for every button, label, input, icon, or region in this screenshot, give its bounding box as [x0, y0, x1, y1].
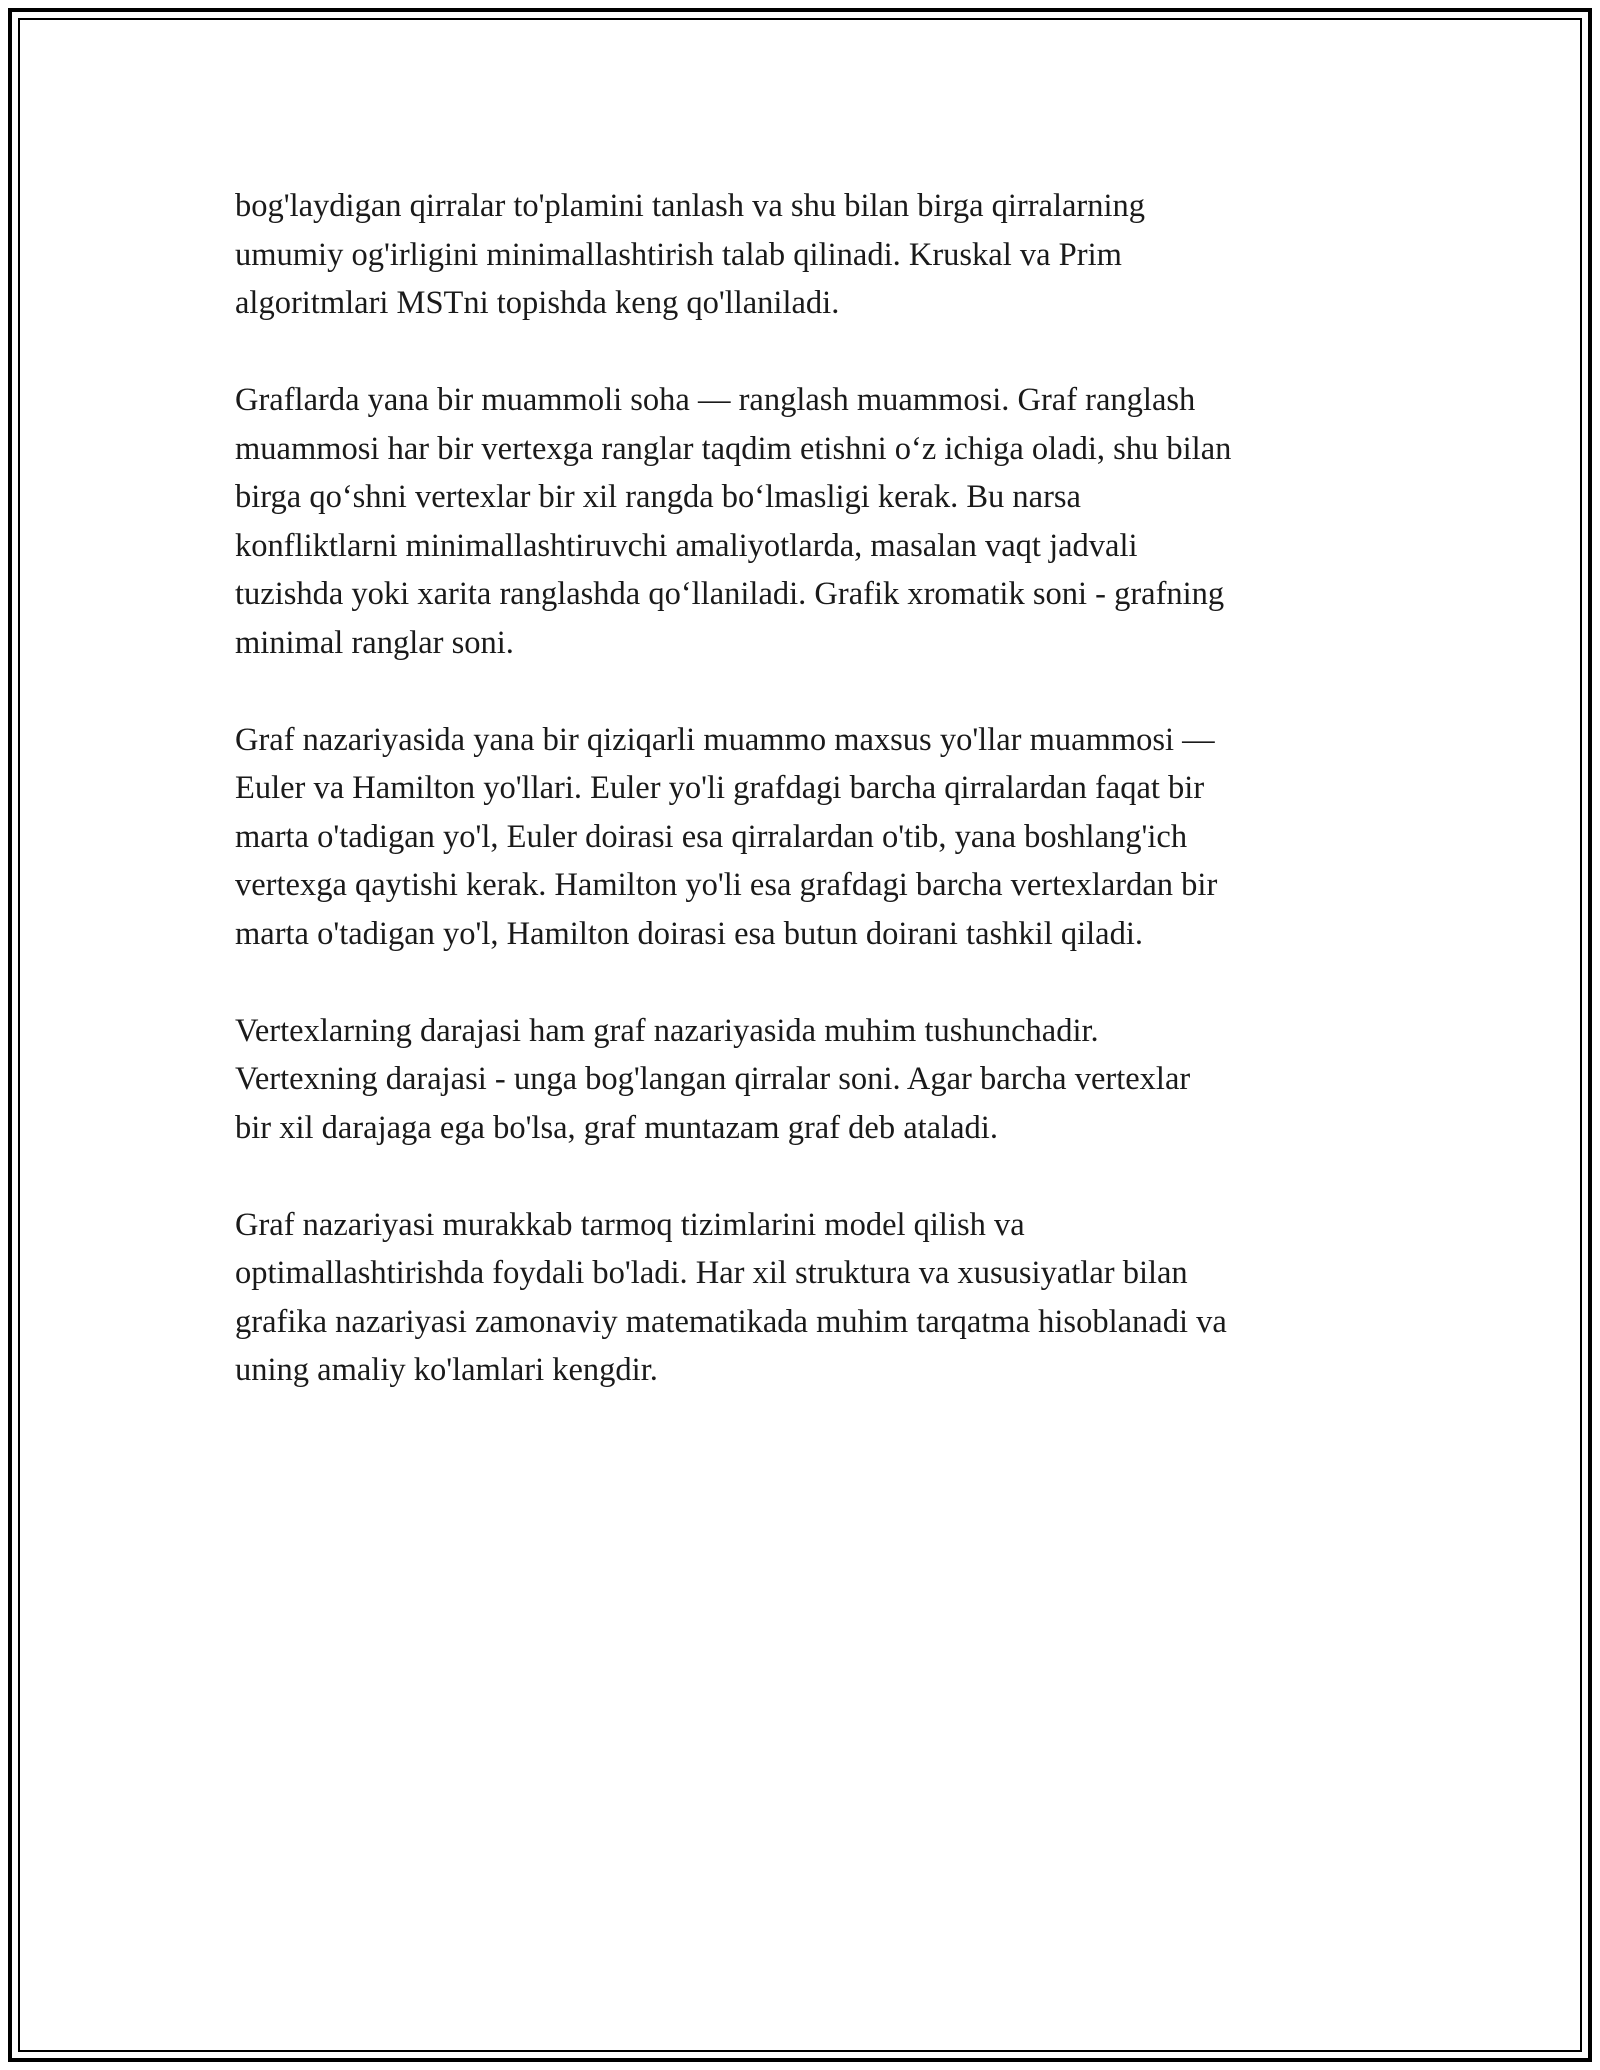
- paragraph-mst-continuation: bog'laydigan qirralar to'plamini tanlash va shu bilan birga qirralarning umumiy og'irligini minimallashtirish talab qilinadi. Kruskal va Prim algoritmlari MSTni topishda keng qo'llaniladi.: [235, 188, 1146, 321]
- paragraph-vertex-degree: Vertexlarning darajasi ham graf nazariyasida muhim tushunchadir. Vertexning darajasi - unga bog'langan qirralar soni. Agar barcha vertexlar bir xil darajaga ega bo'lsa, graf muntazam graf deb ataladi.: [235, 1012, 1191, 1146]
- paragraph-euler-hamilton: Graf nazariyasida yana bir qiziqarli muammo maxsus yo'llar muammosi — Euler va Hamilton yo'llari. Euler yo'li grafdagi barcha qirralardan faqat bir marta o'tadigan yo'l, Euler doirasi esa qirralardan o'tib, yana boshlang'ich vertexga qaytishi kerak. Hamilton yo'li esa grafdagi barcha vertexlardan bir marta o'tadigan yo'l, Hamilton doirasi esa butun doirani tashkil qiladi.: [235, 721, 1218, 952]
- paragraph-graph-coloring: Graflarda yana bir muammoli soha — ranglash muammosi. Graf ranglash muammosi har bir vertexga ranglar taqdim etishni oʻz ichiga oladi, shu bilan birga qoʻshni vertexlar bir xil rangda boʻlmasligi kerak. Bu narsa konfliktlarni minimallashtiruvchi amaliyotlarda, masalan vaqt jadvali tuzishda yoki xarita ranglashda qoʻllaniladi. Grafik xromatik soni - grafning minimal ranglar soni.: [235, 382, 1232, 661]
- document-body: [235, 182, 1375, 1443]
- paragraph-conclusion: Graf nazariyasi murakkab tarmoq tizimlarini model qilish va optimallashtirishda foydali bo'ladi. Har xil struktura va xususiyatlar bilan grafika nazariyasi zamonaviy matematikada muhim tarqatma hisoblanadi va uning amaliy ko'lamlari kengdir.: [235, 1206, 1227, 1388]
